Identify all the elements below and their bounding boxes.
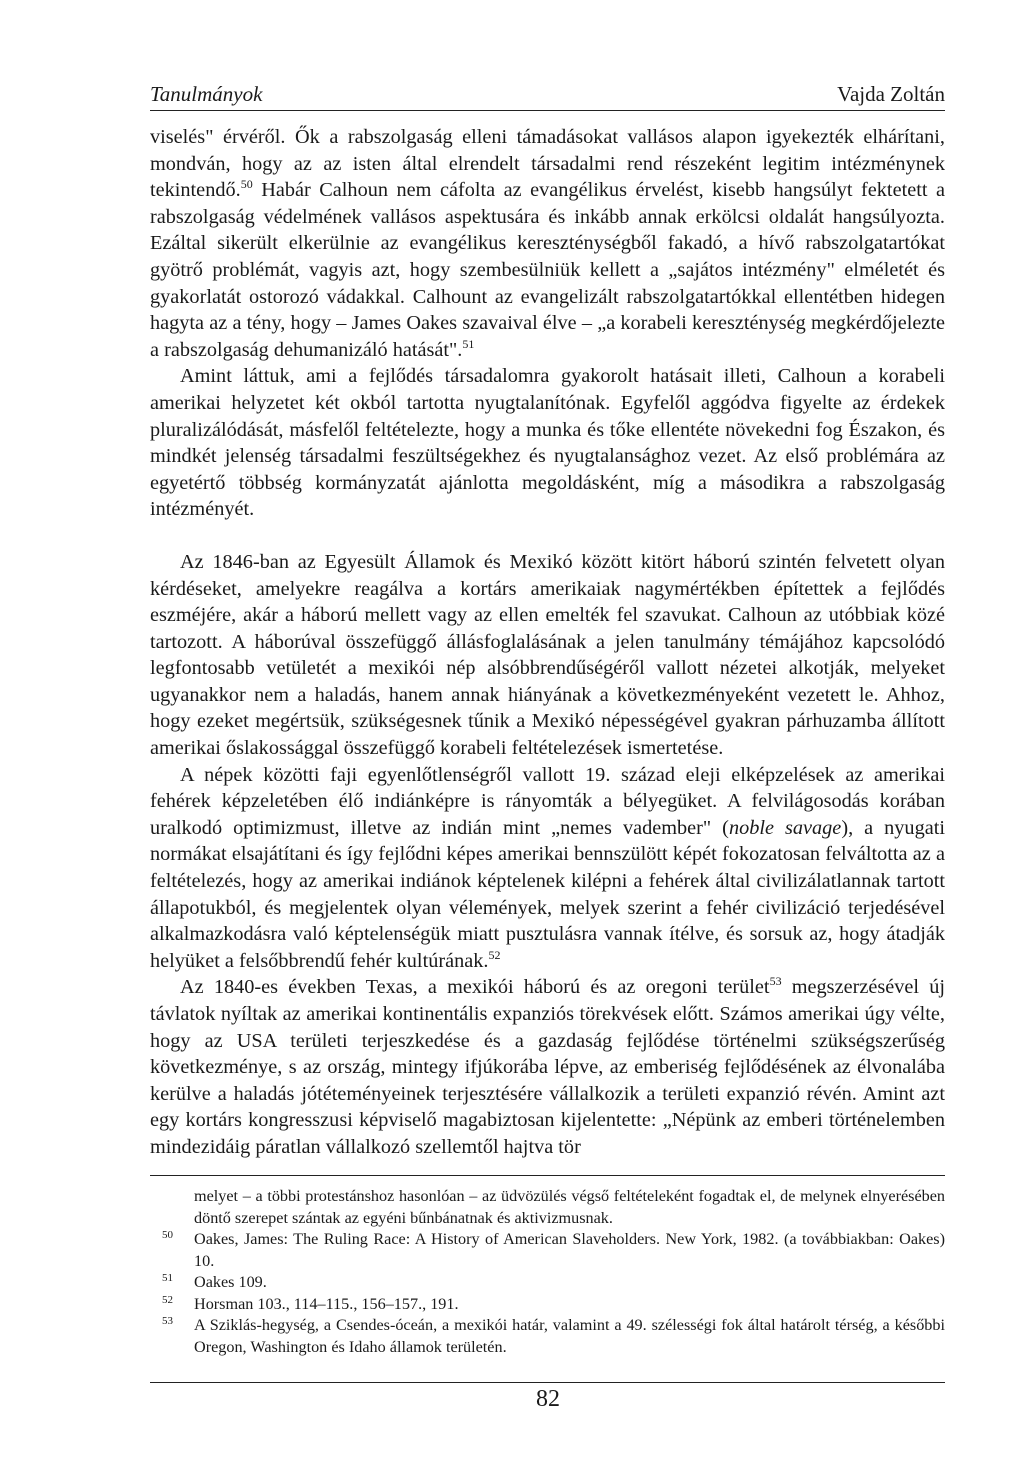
footnotes (150, 1186, 945, 1358)
text-run: Habár Calhoun nem cáfolta az evangélikus érvelést, kisebb hangsúlyt fektetett a rabszolgaság védelmének vallásos aspektusára és inkább annak erkölcsi oldalát hangsúlyozta. Ezáltal sikerült elkerülnie az evangélikus kereszténységből fakadó, a hívő rabszolgatartókat gyötrő problémát, vagyis azt, hogy szembesülniük kellett a „sajátos intézmény" elméletét és gyakorlatát ostorozó vádakkal. Calhount az evangelizált rabszolgatartókkal ellentétben hidegen hagyta az a tény, hogy – James Oakes szavaival élve – „a korabeli kereszténység megkérdőjelezte a rabszolgaság dehumanizáló hatását". (150, 179, 945, 361)
footnote-rule (150, 1175, 945, 1176)
text-run: Az 1846-ban az Egyesült Államok és Mexikó között kitört háború szintén felvetett olyan kérdéseket, amelyekre reagálva a kortárs amerikaiak nagymértékben építettek a fejlődés eszméjére, akár a háború mellett vagy az ellen emelték fel szavukat. Calhoun az utóbbiak közé tartozott. A háborúval összefüggő állásfoglalásának a jelen tanulmány témájához kapcsolódó legfontosabb vetületét a mexikói nép alsóbbrendűségéről vallott nézetei alkotják, melyeket ugyanakkor nem a haladás, hanem annak hiányának a következményeként vezetett le. Ahhoz, hogy ezeket megértsük, szükségesnek tűnik a Mexikó népességével gyakran párhuzamba állított amerikai őslakossággal összefüggő korabeli feltételezések ismertetése. (150, 550, 945, 760)
footnote-ref: 50 (240, 177, 253, 192)
footnote-number: 51 (162, 1272, 173, 1284)
text-run: megszerzésével új távlatok nyíltak az amerikai kontinentális expanziós törekvések előtt. Számos amerikai úgy vélte, hogy az USA területi terjeszkedése és a gazdaság fejlődése történelmi szükségszerűség következménye, s az ország, mintegy ifjúkorába lépve, az emberiség fejlődésének az élvonalába kerülve a haladás jótéteményeinek terjesztésére vállalkozik a területi expanzió révén. Amint azt egy kortárs kongresszusi képviselő magabiztosan kijelentette: „Népünk az emberi történelemben mindezidáig páratlan vállalkozó szellemtől hajtva tör (150, 976, 945, 1158)
paragraph (150, 363, 945, 523)
paragraph (150, 124, 945, 363)
text-run: Az 1840-es években Texas, a mexikói háború és az oregoni terület (180, 976, 770, 999)
footnote-ref: 51 (462, 336, 475, 351)
running-header (150, 82, 945, 107)
footer-rule (150, 1382, 945, 1383)
body-text (150, 124, 945, 1161)
text-run: ), a nyugati normákat elsajátítani és így fejlődni képes amerikai bennszülött képét fokozatosan felváltotta az a feltételezés, hogy az amerikai indiánok képtelenek kilépni a fehérek által civilizálatlannak tartott állapotukból, és megjelentek olyan vélemények, melyek szerint a fehér civilizáció terjedésével alkalmazkodásra való képtelenségük miatt pusztulásra vannak ítélve, és sorsuk az, hogy átadják helyüket a felsőbbrendű fehér kultúrának. (150, 816, 945, 972)
header-author: Vajda Zoltán (837, 82, 945, 106)
text-run: viselés" érvéről. Ők a rabszolgaság elleni támadásokat vallásos alapon igyekezték elhárítani, mondván, hogy az az isten által elrendelt társadalmi rend részeként legitim intézménynek tekintendő. (150, 126, 945, 202)
footnote (150, 1294, 945, 1316)
footnote-text: melyet – a többi protestánshoz hasonlóan – az üdvözülés végső feltételeként fogadtak el, de melynek elnyerésében döntő szerepet szántak az egyéni bűnbánatnak és aktivizmusnak. (194, 1187, 945, 1227)
footnote (150, 1272, 945, 1294)
footnote (150, 1315, 945, 1358)
footnote-text: Horsman 103., 114–115., 156–157., 191. (194, 1294, 459, 1313)
footnote (150, 1229, 945, 1272)
footnote-number: 53 (162, 1315, 173, 1327)
footnote-text: A Sziklás-hegység, a Csendes-óceán, a mexikói határ, valamint a 49. szélességi fok által határolt térség, a későbbi Oregon, Washington és Idaho államok területén. (194, 1316, 945, 1356)
footnote-number: 52 (162, 1293, 173, 1306)
footnote-ref: 52 (488, 947, 501, 962)
text-run: Amint láttuk, ami a fejlődés társadalomra gyakorolt hatásait illeti, Calhoun a korabeli amerikai helyzetet két okból tartotta nyugtalanítónak. Egyfelől aggódva figyelte az érdekek pluralizálódását, másfelől feltételezte, hogy a munka és tőke ellentéte növekedni fog Északon, és mindkét jelenség társadalmi feszültségekhez és nyugtalansághoz vezet. Az első problémára az egyetértő többség kormányzatát ajánlotta megoldásként, míg a másodikra a rabszolgaság intézményét. (150, 365, 945, 521)
footnote-ref: 53 (769, 974, 782, 989)
footnote-number: 50 (162, 1229, 173, 1241)
paragraph (150, 762, 945, 975)
header-section-title: Tanulmányok (150, 82, 263, 106)
footnote-text: Oakes 109. (194, 1273, 267, 1291)
footnote-continuation (150, 1186, 945, 1229)
page-number: 82 (536, 1386, 560, 1412)
paragraph (150, 549, 945, 762)
paragraph (150, 974, 945, 1160)
header-rule (150, 110, 945, 111)
text-run: A népek közötti faji egyenlőtlenségről vallott 19. század eleji elképzelések az amerikai fehérek képzeletében élő indiánképre is rányomták a bélyegüket. A felvilágosodás korában uralkodó optimizmust, illetve az indián mint „nemes vadember" ( (150, 763, 945, 839)
footnote-text: Oakes, James: The Ruling Race: A History of American Slaveholders. New York, 1982. (a továbbiakban: Oakes) 10. (194, 1230, 945, 1270)
italic-term: noble savage (728, 816, 842, 839)
